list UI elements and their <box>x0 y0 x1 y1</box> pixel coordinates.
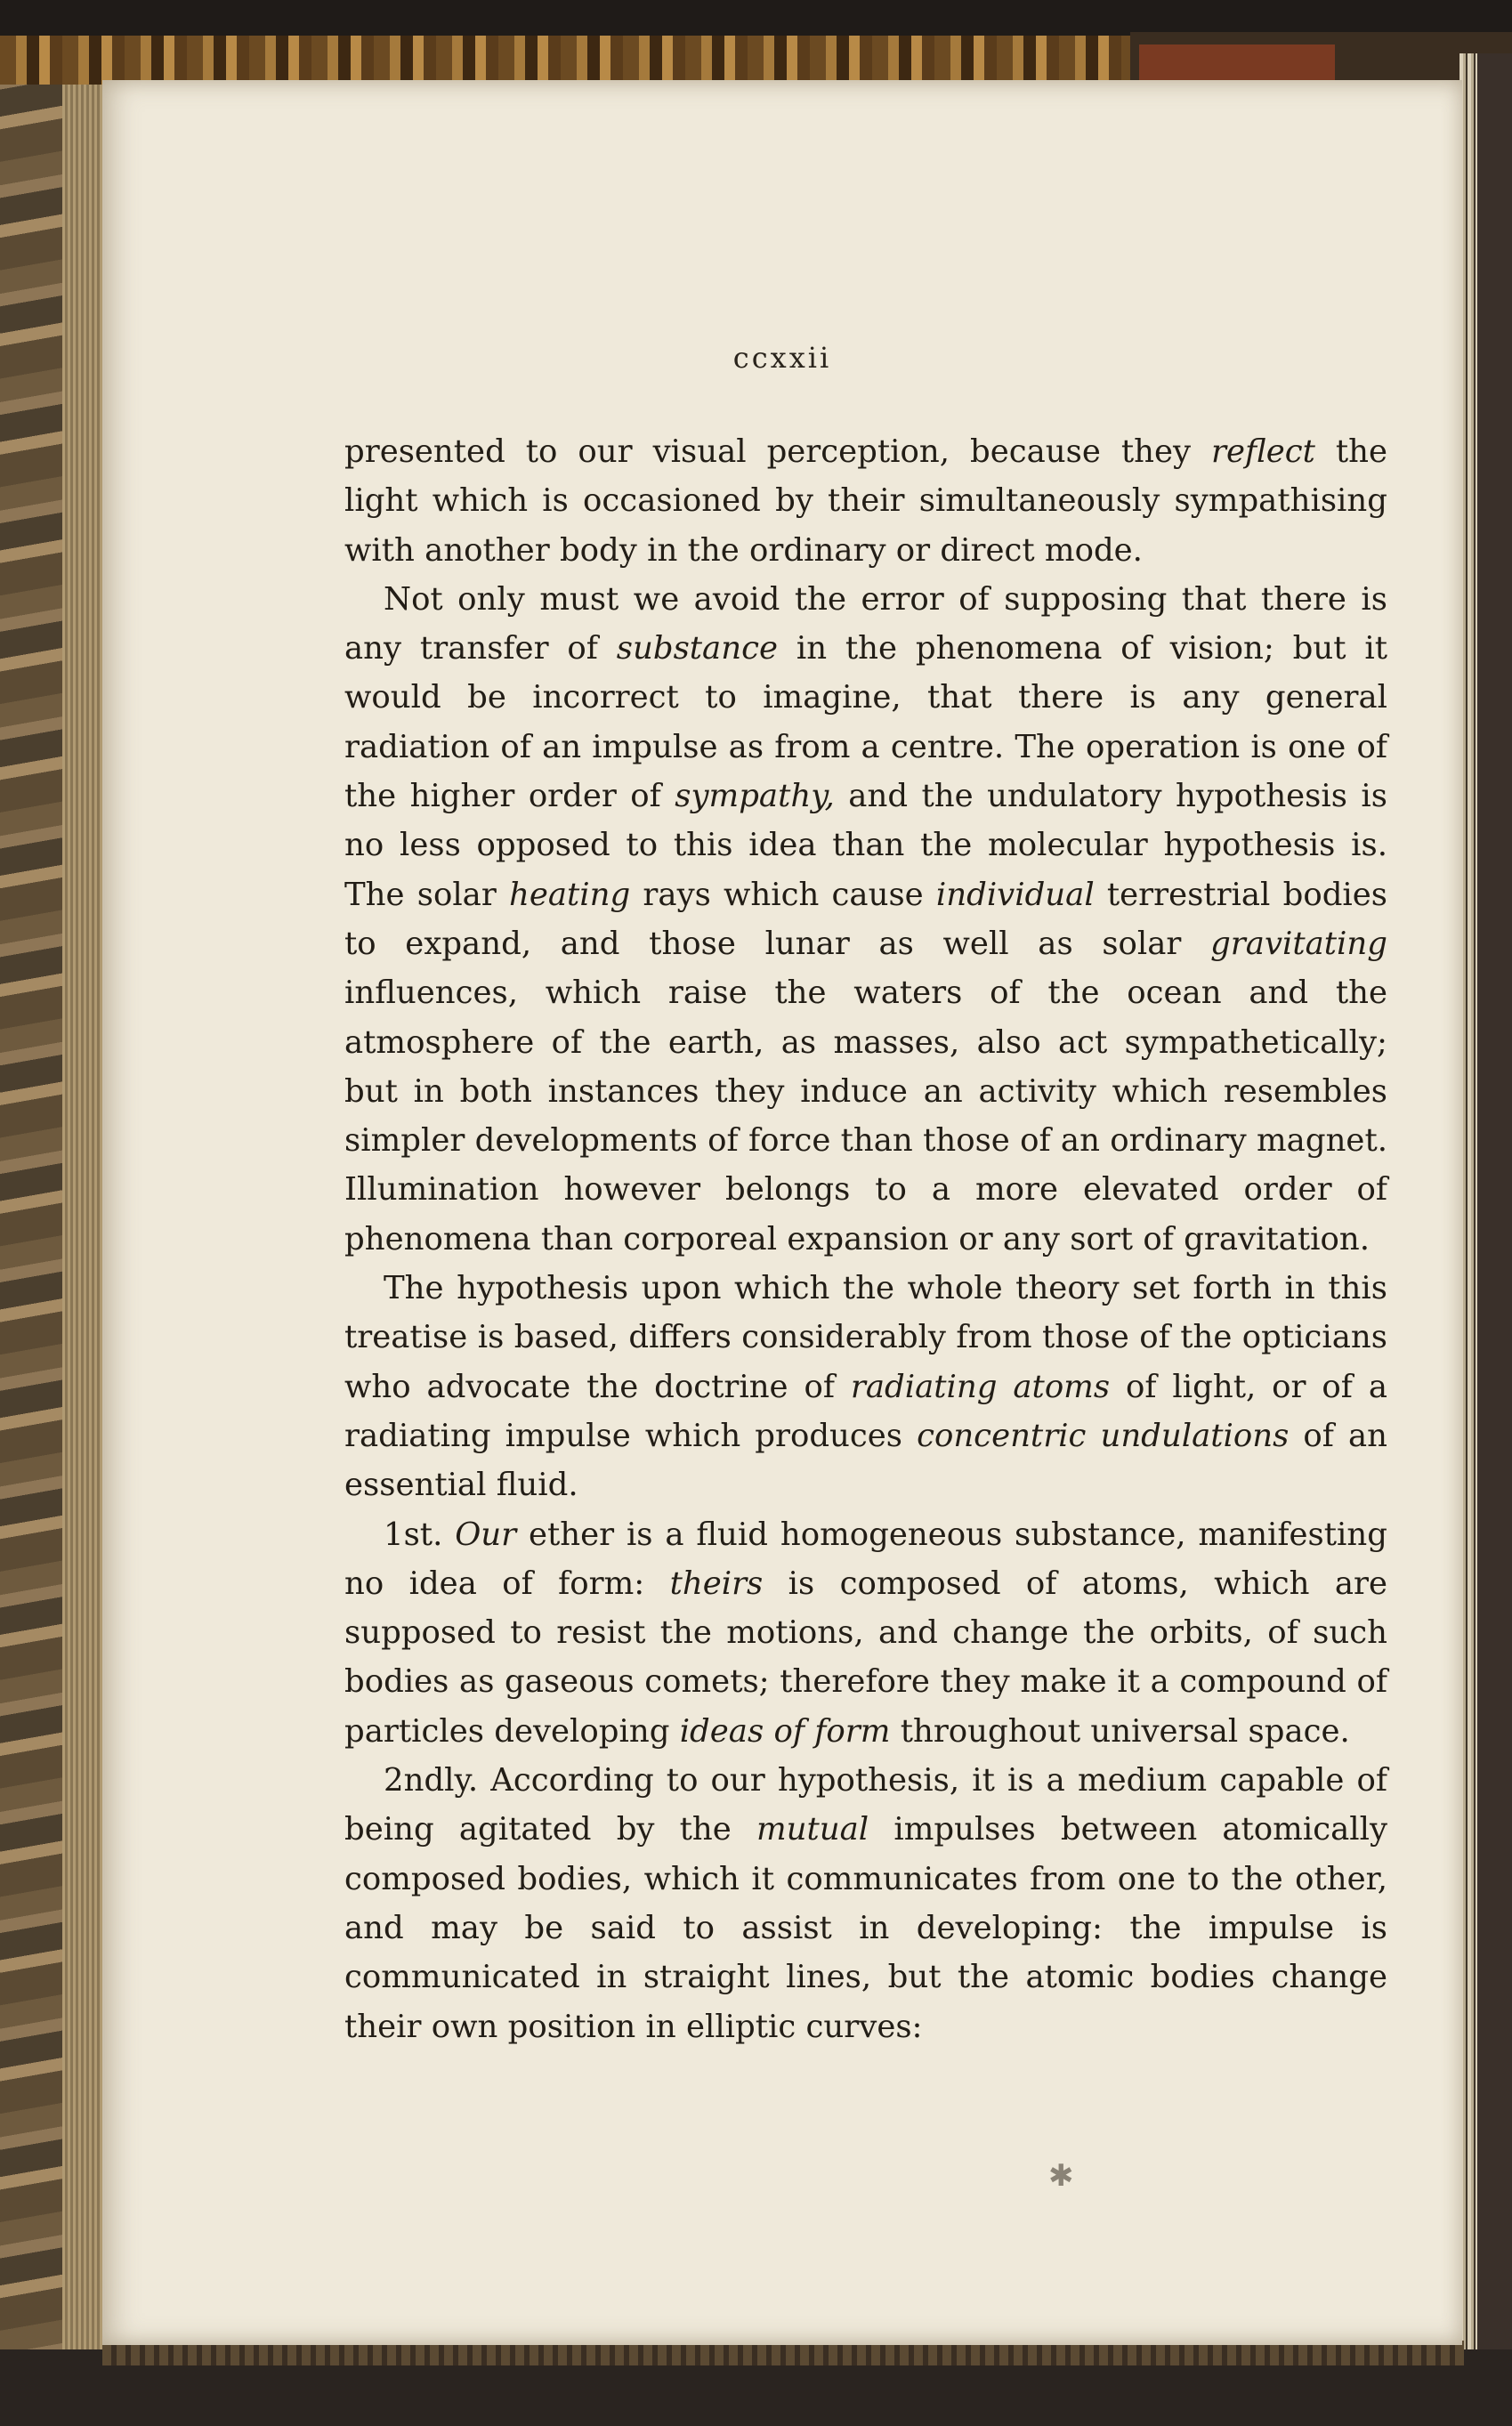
italic-phrase: radiating atoms <box>850 1368 1111 1405</box>
italic-phrase: individual <box>935 876 1095 913</box>
text-run: is composed of atoms, which are supposed to resist the motions, and change the orbits, of such bodies as gaseous comets; therefore they make it a compound of particles developing <box>344 1565 1388 1750</box>
cover-edge-right <box>1477 53 1512 2426</box>
italic-phrase: ideas of form <box>679 1712 891 1750</box>
italic-phrase: mutual <box>756 1811 869 1848</box>
book-page <box>102 80 1462 2345</box>
paragraph <box>344 1510 1387 1756</box>
italic-phrase: reflect <box>1211 433 1315 470</box>
scan-top-shadow <box>0 0 1512 36</box>
text-run: The hypothesis upon which the whole theory set forth in this treatise is based, differs considerably from those of the opticians who advocate the doctrine of <box>344 1270 1387 1405</box>
text-run: presented to our visual perception, because they <box>344 433 1212 470</box>
text-run: 1st. <box>384 1516 456 1553</box>
italic-phrase: concentric undulations <box>917 1417 1290 1454</box>
text-run: influences, which raise the waters of the ocean and the atmosphere of the earth, as masses, also act sympathetically; but in both instances they induce an activity which resembles simpler developments of force than those of an ordinary magnet. Illumination however belongs to a more elevated order of phenomena than corporeal expansion or any sort of gravitation. <box>344 974 1387 1257</box>
italic-phrase: gravitating <box>1210 925 1387 962</box>
text-run: and the undulatory hypothesis is no less opposed to this idea than the molecular hypothesis is. The solar <box>344 778 1387 913</box>
page-stack-left <box>62 53 102 2426</box>
italic-phrase: substance <box>616 630 778 667</box>
text-run: 2ndly. According to our hypothesis, it is a medium capable of being agitated by the <box>344 1762 1387 1848</box>
page-number: ccxxii <box>732 341 832 375</box>
text-run: impulses between atomically composed bodies, which it communicates from one to the other, and may be said to assist in developing: the impulse is communicated in straight lines, but the atomic bodies change their own position in elliptic curves: <box>344 1811 1388 2045</box>
paragraph <box>344 575 1387 1264</box>
text-run: of light, or of a radiating impulse which produces <box>344 1368 1387 1454</box>
paragraph <box>344 1756 1387 2051</box>
text-run: Not only must we avoid the error of supposing that there is any transfer of <box>344 580 1387 667</box>
paragraph <box>344 427 1387 575</box>
text-run: terrestrial bodies to expand, and those lunar as well as solar <box>344 876 1387 962</box>
text-run: the light which is occasioned by their simultaneously sympathising with another body in the ordinary or direct mode. <box>344 433 1387 569</box>
body-text <box>344 427 1387 2051</box>
italic-phrase: sympathy, <box>675 778 835 815</box>
italic-phrase: Our <box>455 1516 517 1553</box>
italic-phrase: theirs <box>669 1565 764 1602</box>
text-run: throughout universal space. <box>890 1712 1350 1750</box>
text-run: rays which cause <box>630 876 936 913</box>
text-run: in the phenomena of vision; but it would be incorrect to imagine, that there is any general radiation of an impulse as from a centre. The operation is one of the higher order of <box>344 630 1387 815</box>
italic-phrase: heating <box>509 876 631 913</box>
ink-spot-icon: ✱ <box>1048 2158 1074 2194</box>
text-run: ether is a fluid homogeneous substance, manifesting no idea of form: <box>344 1516 1387 1602</box>
text-run: of an essential fluid. <box>344 1417 1387 1504</box>
paragraph <box>344 1264 1387 1509</box>
